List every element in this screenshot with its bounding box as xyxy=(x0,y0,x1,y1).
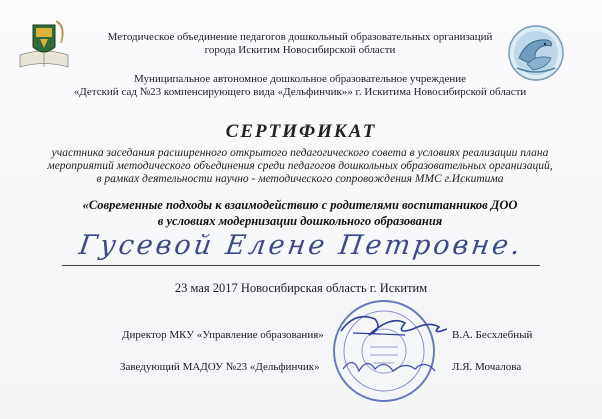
description-line-1: участника заседания расширенного открытого педагогического совета в условиях реализации плана xyxy=(51,147,549,159)
institution-line-1: Муниципальное автономное дошкольное образовательное учреждение xyxy=(133,73,467,85)
date-place: 23 мая 2017 Новосибирская область г. Искитим xyxy=(174,281,428,295)
director-name: В.А. Бесхлебный xyxy=(452,329,533,341)
recipient-name: Гусевой Елене Петровне. xyxy=(77,230,525,261)
description-line-2: мероприятий методического объединения среди педагогов дошкольных образовательных организаций, xyxy=(47,160,553,172)
org-line-2: города Искитим Новосибирской области xyxy=(204,44,396,56)
description-line-3: в рамках деятельности научно - методического сопровождения ММС г.Искитима xyxy=(96,173,504,185)
theme-line-1: «Современные подходы к взаимодействию с родителями воспитанников ДОО xyxy=(82,198,518,212)
head-name: Л.Я. Мочалова xyxy=(452,361,522,373)
handwritten-signatures xyxy=(335,305,455,395)
recipient-underline xyxy=(62,265,540,266)
head-title: Заведующий МАДОУ №23 «Дельфинчик» xyxy=(120,361,320,373)
org-line-1: Методическое объединение педагогов дошкольный образовательных организаций xyxy=(107,31,493,43)
theme-line-2: в условиях модернизации дошкольного образования xyxy=(157,214,443,228)
director-title: Директор МКУ «Управление образования» xyxy=(122,329,324,341)
certificate-title: СЕРТИФИКАТ xyxy=(225,121,377,142)
institution-line-2: «Детский сад №23 компенсирующего вида «Дельфинчик»» г. Искитима Новосибирской области xyxy=(73,86,527,98)
